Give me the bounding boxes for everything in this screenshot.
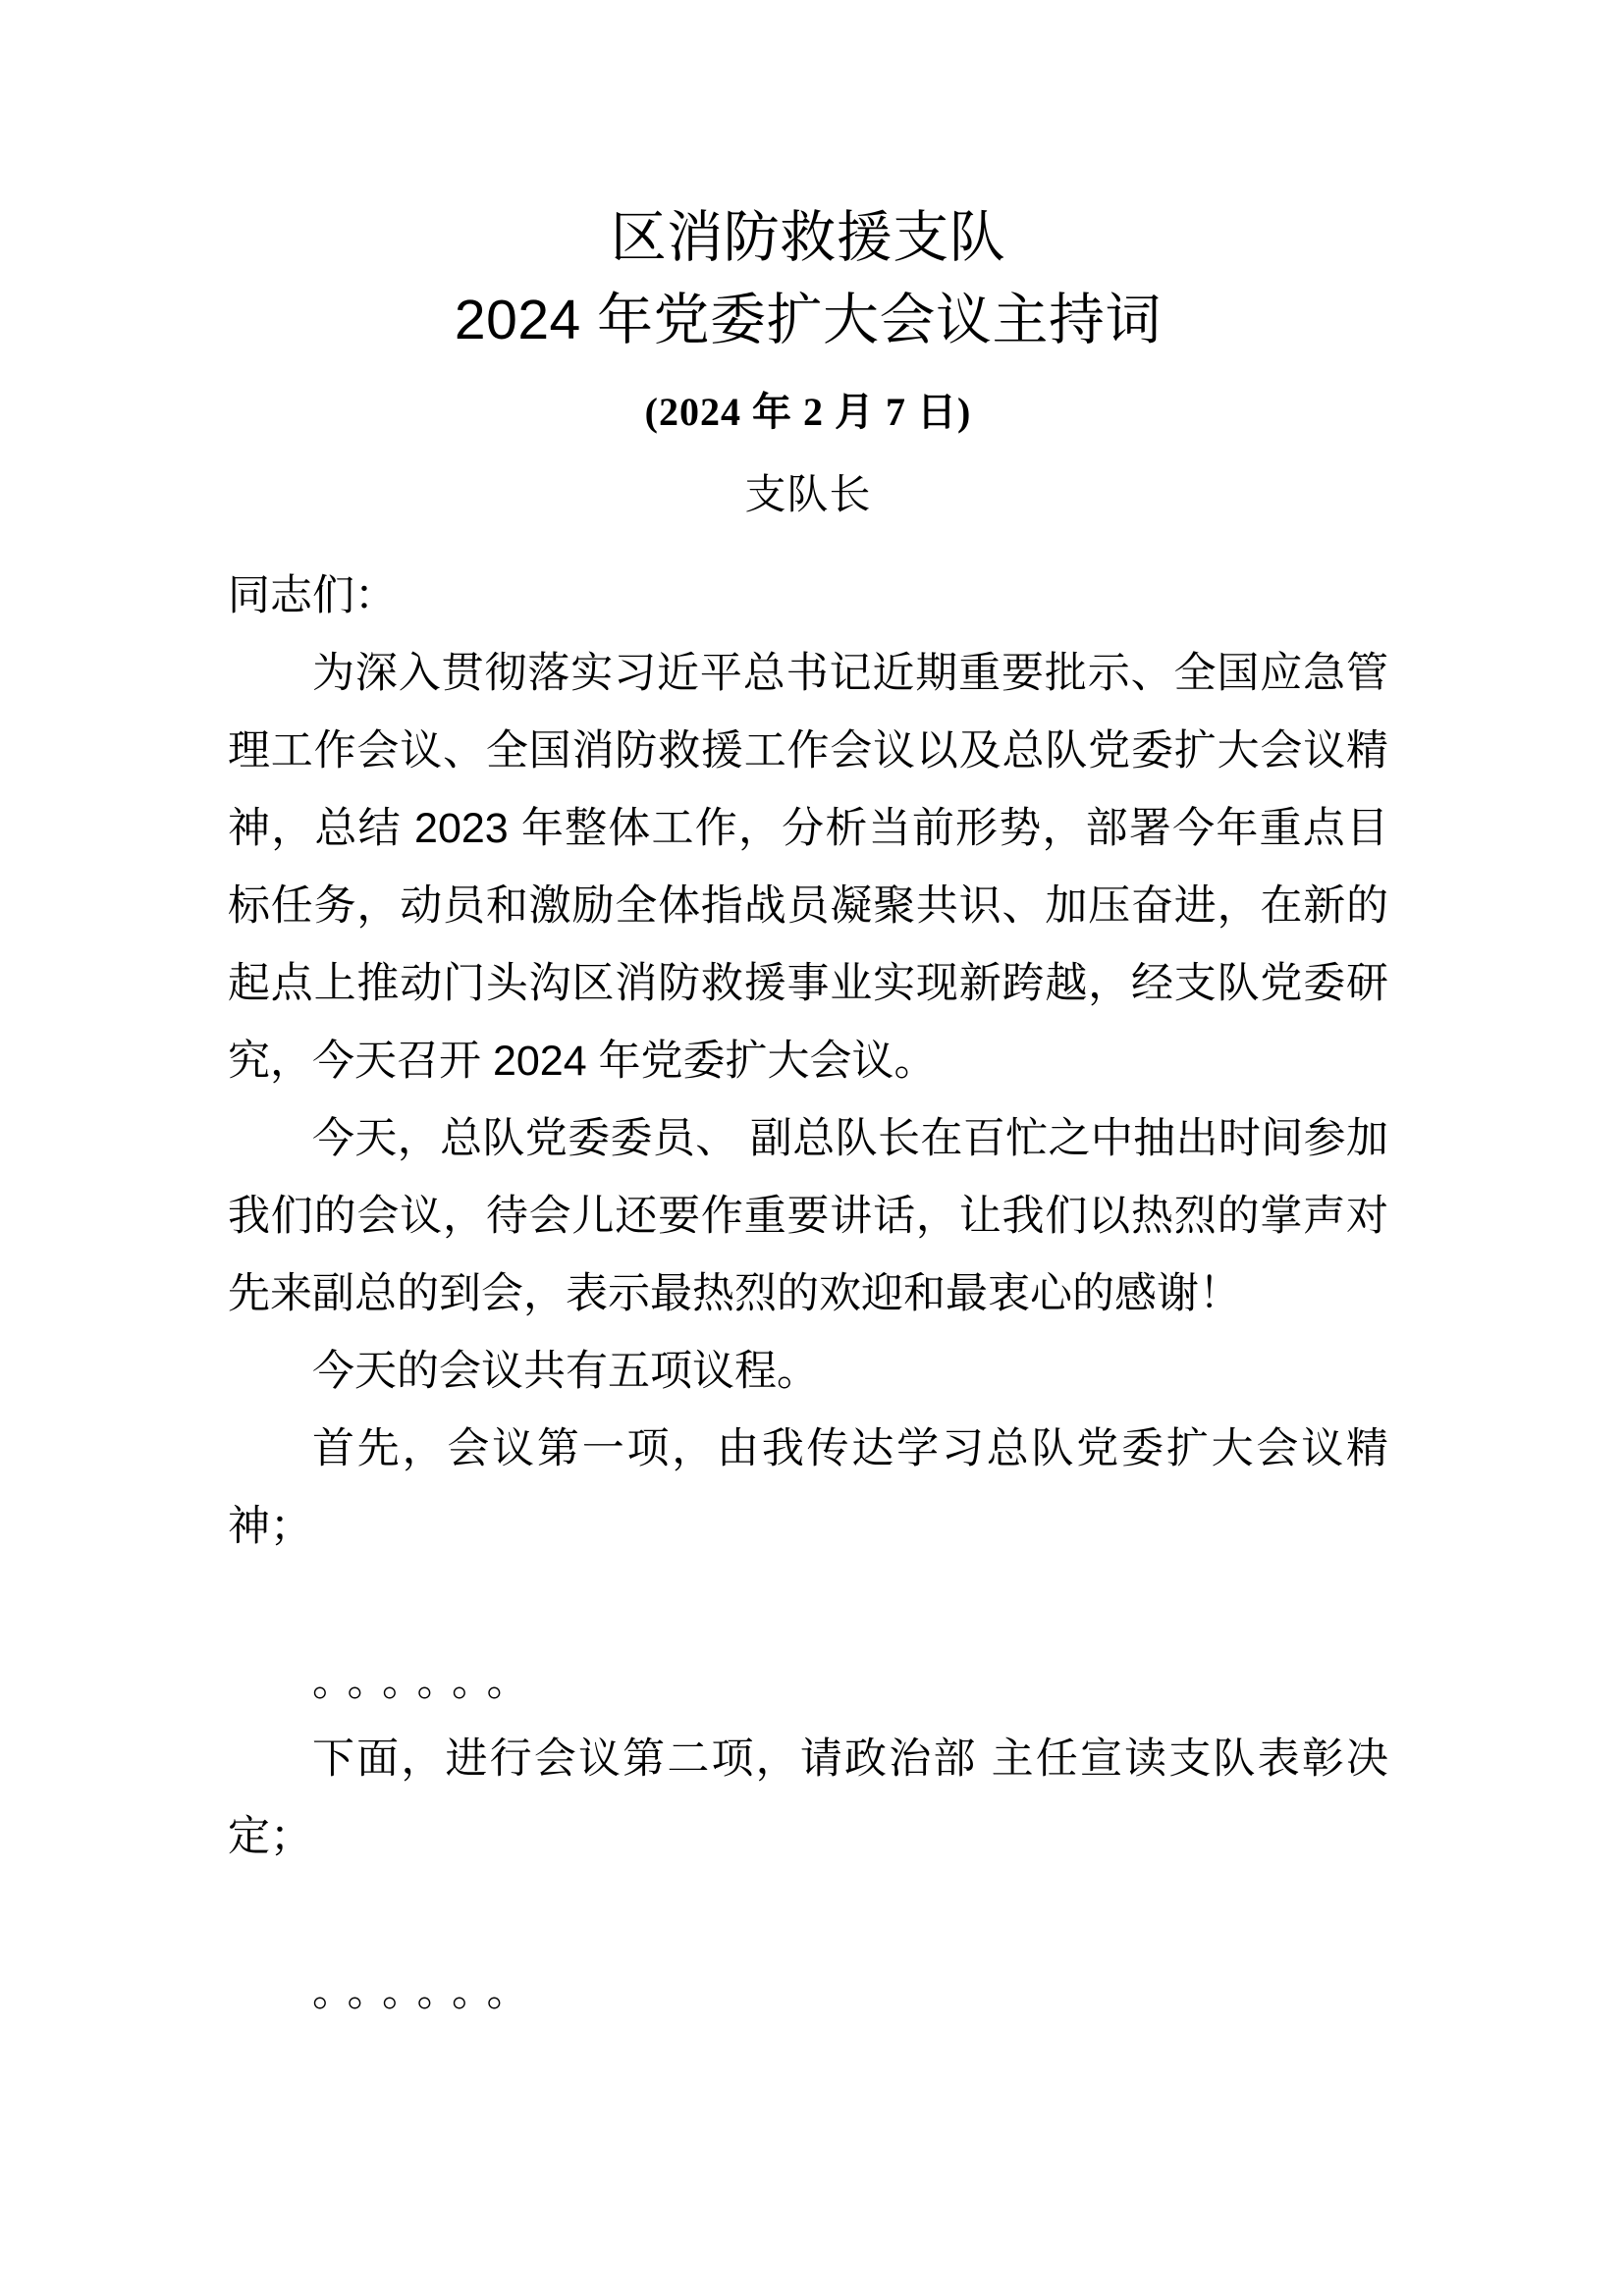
paragraph-5: 下面，进行会议第二项，请政治部 主任宣读支队表彰决定； xyxy=(228,1735,1388,1860)
title-line-1: 区消防救援支队 xyxy=(610,206,1006,269)
paragraph-2: 今天，总队党委委员、 副总队长在百忙之中抽出时间参加我们的会议，待会儿还要作重要讲话，让我们以热烈的掌声对先来副总的到会，表示最热烈的欢迎和最衷心的感谢！ xyxy=(228,1115,1388,1317)
ellipsis-marker-2: 。。。。。。 xyxy=(312,1968,543,2015)
paragraph-3: 今天的会议共有五项议程。 xyxy=(312,1348,819,1395)
paragraph-4: 首先，会议第一项，由我传达学习总队党委扩大会议精神； xyxy=(228,1425,1388,1550)
salutation: 同志们： xyxy=(228,572,397,619)
document-date: (2024 年 2 月 7 日) xyxy=(644,390,972,434)
document-speaker: 支队长 xyxy=(744,471,872,517)
blank-line-1 xyxy=(228,1566,1388,1643)
page-title xyxy=(228,147,1388,361)
blank-line-2 xyxy=(228,1876,1388,1953)
document-body xyxy=(228,558,1388,2031)
paragraph-1: 为深入贯彻落实习近平总书记近期重要批示、全国应急管理工作会议、全国消防救援工作会议以及总队党委扩大会议精神，总结 2023 年整体工作，分析当前形势，部署今年重点目标任务，动员和激励全体指战员凝聚共识、加压奋进，在新的起点上推动门头沟区消防救援事业实现新跨越，经支队党委研究，今天召开 2024 年党委扩大会议。 xyxy=(228,650,1388,1085)
ellipsis-marker-1: 。。。。。。 xyxy=(312,1658,543,1705)
title-line-2: 2024 年党委扩大会议主持词 xyxy=(454,289,1163,351)
